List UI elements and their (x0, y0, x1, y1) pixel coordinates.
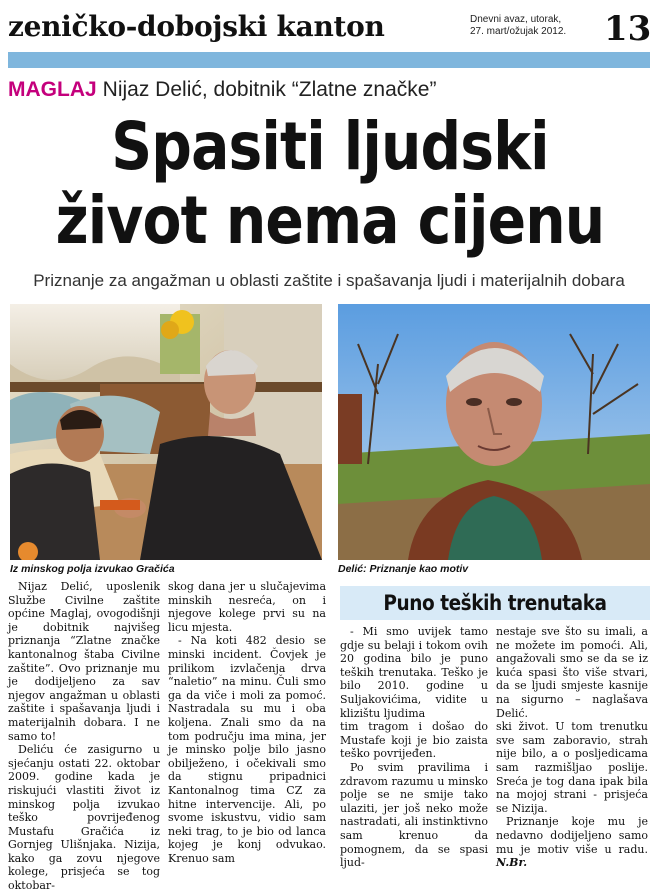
subtitle: Priznanje za angažman u oblasti zaštite i spašavanja ljudi i materijalnih dobara (33, 271, 625, 290)
paragraph: Deliću će zasigurno u sjećanju ostati 22. oktobar 2009. godine kada je riskujući vlastiti život iz minskog polja izvukao teško povrijeđenog Mustafu Gračića iz Gornjeg Ulišnjaka. Nizija, kako ga zovu njegove kolege, prisjeća se tog oktobar- (8, 743, 160, 893)
kicker-location: MAGLAJ (8, 78, 97, 101)
paragraph: - Na koti 482 desio se minski incident. Čovjek je prilikom izvlačenja drva “naletio” na minu. Čuli smo ga da viče i moli za pomoć. Nastradala su mu i oba koljena. Znali smo da na tom području ima mina, jer je minsko polje bilo jasno obilježeno, i očekivali smo da stignu pripadnici Kantonalnog tima CZ za hitne intervencije. Ali, po svome iskustvu, vidio sam neki trag, to je bio od lanca kojeg je konj odvukao. Krenuo sam (168, 634, 326, 865)
box-title: Puno teških trenutaka (383, 591, 607, 615)
page-number: 13 (604, 9, 652, 49)
author-signature: N.Br. (496, 856, 528, 870)
paragraph: nestaje sve što su imali, a ne možete im pomoći. Ali, angažovali smo se da se iz kuća spasi što više stvari, da se ljudi smjeste kasnije na sigurno – naglašava Delić. (496, 625, 648, 720)
box-heading (340, 586, 650, 620)
kicker (8, 78, 436, 102)
publication-date (470, 14, 566, 38)
paragraph: Nijaz Delić, uposlenik Službe Civilne zaštite općine Maglaj, ovogodišnji je dobitnik najvišeg priznanja “Zlatne značke kantonalnog štaba Civilne zaštite”. Ovo priznanje mu je dodijeljeno za sav njegov angažman u oblasti zaštite i spašavanja ljudi i materijalnih dobara. I ne samo to! (8, 580, 160, 743)
headline-line-1: Spasiti ljudski (111, 108, 549, 185)
body-column-4 (496, 625, 648, 870)
photo-caption-1: Iz minskog polja izvukao Gračića (10, 563, 175, 575)
paragraph: Po svim pravilima i zdravom razumu u minsko polje se ne smije tako ulaziti, jer još neko može nastradati, ali instinktivno sam krenuo da pomognem, da se spasi ljud- (340, 760, 488, 870)
photo-rescue (10, 304, 322, 560)
body-column-2 (168, 580, 326, 865)
kicker-text: Nijaz Delić, dobitnik “Zlatne značke” (102, 78, 437, 101)
paragraph (496, 815, 648, 869)
header-rule (8, 52, 650, 68)
paragraph: - Mi smo uvijek tamo gdje su belaji i tokom ovih 20 godina bilo je puno teških trenutaka. Teško je bilo 2010. godine u Suljakovićima, vidite u klizištu ljudima (340, 625, 488, 720)
section-title: zeničko-dobojski kanton (8, 10, 385, 43)
date-line-2: 27. mart/ožujak 2012. (470, 26, 567, 37)
date-line-1: Dnevni avaz, utorak, (470, 14, 562, 25)
closing-text: Priznanje koje mu je nedavno dodijeljeno samo mu je motiv više u radu. (496, 815, 648, 856)
paragraph: ski život. U tom trenutku sve sam zaboravio, strah nije bilo, a o posljedicama sam razmišljao poslije. Sreća je tog dana ipak bila na mojoj strani - prisjeća se Nizija. (496, 720, 648, 815)
body-column-1 (8, 580, 160, 893)
headline-line-2: život nema cijenu (55, 182, 605, 259)
photo-portrait (338, 304, 650, 560)
paragraph: tim tragom i došao do Mustafe koji je bio zaista teško povrijeđen. (340, 720, 488, 761)
body-column-3 (340, 625, 488, 870)
photo-caption-2: Delić: Priznanje kao motiv (338, 563, 469, 575)
paragraph: skog dana jer u slučajevima minskih nesreća, on i njegove kolege prvi su na licu mjesta. (168, 580, 326, 634)
